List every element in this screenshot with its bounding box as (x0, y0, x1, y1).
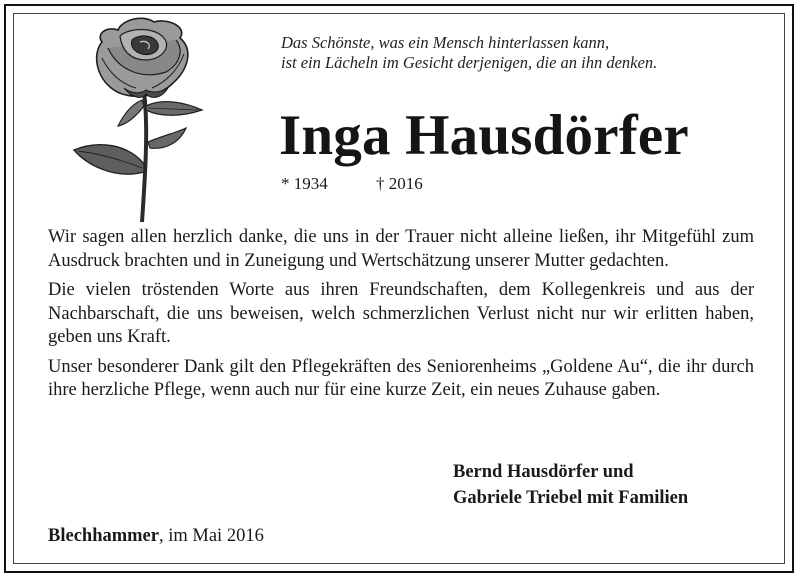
deceased-name: Inga Hausdörfer (279, 104, 689, 167)
rose-icon (62, 14, 212, 224)
memorial-quote (281, 33, 781, 73)
quote-line-2: ist ein Lächeln im Gesicht derjenigen, die an ihn denken. (281, 53, 658, 72)
signer-line-2: Gabriele Triebel mit Familien (453, 488, 689, 508)
place-date (48, 525, 264, 547)
birth-year: * 1934 (281, 174, 328, 193)
death-year: † 2016 (376, 174, 423, 193)
paragraph-2: Die vielen tröstenden Worte aus ihren Freundschaften, dem Kollegenkreis und aus der Nachbarschaft, die uns beweisen, welch schmerzlichen Verlust nicht nur wir erlitten haben, geben uns Kraft. (48, 280, 754, 347)
life-dates (281, 174, 423, 194)
paragraph-3: Unser besonderer Dank gilt den Pflegekräften des Seniorenheims „Goldene Au“, die ihr durch ihre herzliche Pflege, wenn auch nur für eine kurze Zeit, ein neues Zuhause gaben. (48, 356, 754, 400)
signers (453, 459, 688, 511)
place-town: Blechhammer (48, 526, 159, 546)
thank-you-text (48, 226, 754, 409)
quote-line-1: Das Schönste, was ein Mensch hinterlassen kann, (281, 33, 610, 52)
signer-line-1: Bernd Hausdörfer und (453, 462, 634, 482)
paragraph-1: Wir sagen allen herzlich danke, die uns in der Trauer nicht alleine ließen, ihr Mitgefühl zum Ausdruck brachten und in Zuneigung und Wertschätzung unserer Mutter gedachten. (48, 227, 754, 271)
place-month: , im Mai 2016 (158, 526, 264, 546)
